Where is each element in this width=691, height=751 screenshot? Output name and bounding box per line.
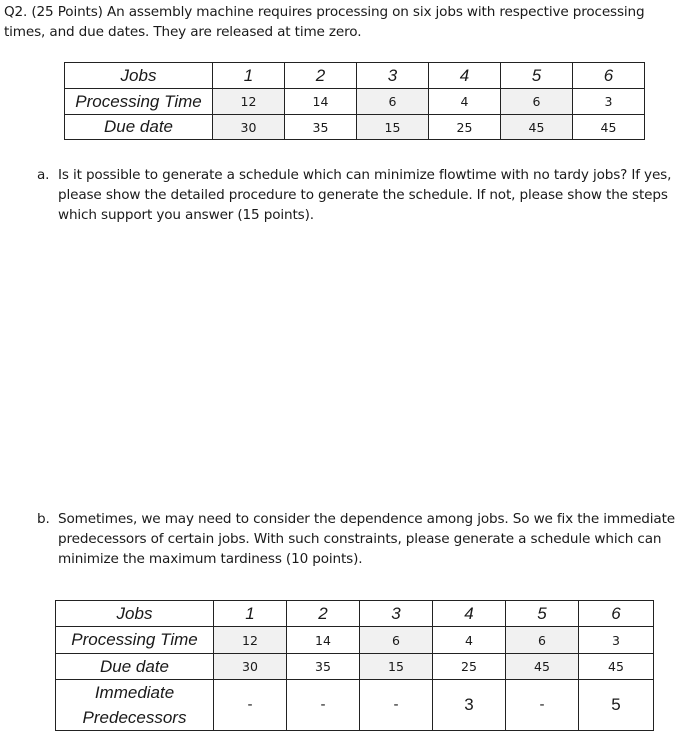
question-a-text: Is it possible to generate a schedule which can minimize flowtime with no tardy jobs? If yes, please show the detailed procedure to generate the schedule. If not, please show the steps which support you answer (15 points). bbox=[58, 167, 672, 223]
predecessor-cell: - bbox=[506, 680, 579, 731]
processing-time-cell: 14 bbox=[285, 89, 357, 115]
predecessors-label-line-1: Immediate bbox=[94, 683, 175, 702]
job-number: 4 bbox=[429, 63, 501, 89]
jobs-label: Jobs bbox=[56, 601, 214, 627]
due-date-cell: 45 bbox=[579, 654, 654, 680]
job-number: 4 bbox=[433, 601, 506, 627]
jobs-table-1 bbox=[64, 62, 645, 140]
predecessor-cell: 3 bbox=[433, 680, 506, 731]
due-date-cell: 45 bbox=[501, 115, 573, 140]
jobs-table-2 bbox=[55, 600, 654, 731]
header-row bbox=[56, 601, 654, 627]
job-number: 5 bbox=[501, 63, 573, 89]
job-number: 5 bbox=[506, 601, 579, 627]
processing-time-cell: 3 bbox=[579, 627, 654, 654]
due-date-cell: 35 bbox=[287, 654, 360, 680]
processing-time-cell: 6 bbox=[360, 627, 433, 654]
processing-time-label: Processing Time bbox=[56, 627, 214, 654]
due-date-cell: 25 bbox=[429, 115, 501, 140]
job-number: 1 bbox=[214, 601, 287, 627]
due-date-row bbox=[56, 654, 654, 680]
processing-time-cell: 14 bbox=[287, 627, 360, 654]
question-a-label: a. bbox=[37, 167, 50, 183]
processing-time-cell: 3 bbox=[573, 89, 645, 115]
predecessor-cell: 5 bbox=[579, 680, 654, 731]
header-row bbox=[65, 63, 645, 89]
predecessors-label-line-2: Predecessors bbox=[82, 708, 187, 727]
job-number: 1 bbox=[213, 63, 285, 89]
predecessor-cell: - bbox=[360, 680, 433, 731]
processing-time-row bbox=[56, 627, 654, 654]
due-date-cell: 15 bbox=[357, 115, 429, 140]
predecessors-label bbox=[56, 680, 214, 731]
due-date-cell: 35 bbox=[285, 115, 357, 140]
processing-time-cell: 12 bbox=[213, 89, 285, 115]
job-number: 6 bbox=[573, 63, 645, 89]
job-number: 2 bbox=[285, 63, 357, 89]
jobs-label: Jobs bbox=[65, 63, 213, 89]
processing-time-cell: 4 bbox=[429, 89, 501, 115]
job-number: 2 bbox=[287, 601, 360, 627]
processing-time-cell: 6 bbox=[501, 89, 573, 115]
job-number: 3 bbox=[357, 63, 429, 89]
due-date-cell: 30 bbox=[214, 654, 287, 680]
processing-time-cell: 4 bbox=[433, 627, 506, 654]
due-date-cell: 45 bbox=[573, 115, 645, 140]
question-intro: Q2. (25 Points) An assembly machine requires processing on six jobs with respective processing times, and due dates. They are released at time zero. bbox=[4, 4, 645, 40]
processing-time-cell: 6 bbox=[357, 89, 429, 115]
due-date-row bbox=[65, 115, 645, 140]
due-date-cell: 30 bbox=[213, 115, 285, 140]
due-date-cell: 15 bbox=[360, 654, 433, 680]
predecessors-row bbox=[56, 680, 654, 731]
processing-time-row bbox=[65, 89, 645, 115]
processing-time-cell: 12 bbox=[214, 627, 287, 654]
due-date-label: Due date bbox=[56, 654, 214, 680]
job-number: 6 bbox=[579, 601, 654, 627]
predecessor-cell: - bbox=[214, 680, 287, 731]
question-b-text: Sometimes, we may need to consider the dependence among jobs. So we fix the immediate predecessors of certain jobs. With such constraints, please generate a schedule which can minimize the maximum tardiness (10 points). bbox=[58, 511, 675, 567]
question-b-label: b. bbox=[37, 511, 50, 527]
due-date-cell: 45 bbox=[506, 654, 579, 680]
processing-time-label: Processing Time bbox=[65, 89, 213, 115]
processing-time-cell: 6 bbox=[506, 627, 579, 654]
predecessor-cell: - bbox=[287, 680, 360, 731]
due-date-cell: 25 bbox=[433, 654, 506, 680]
due-date-label: Due date bbox=[65, 115, 213, 140]
job-number: 3 bbox=[360, 601, 433, 627]
